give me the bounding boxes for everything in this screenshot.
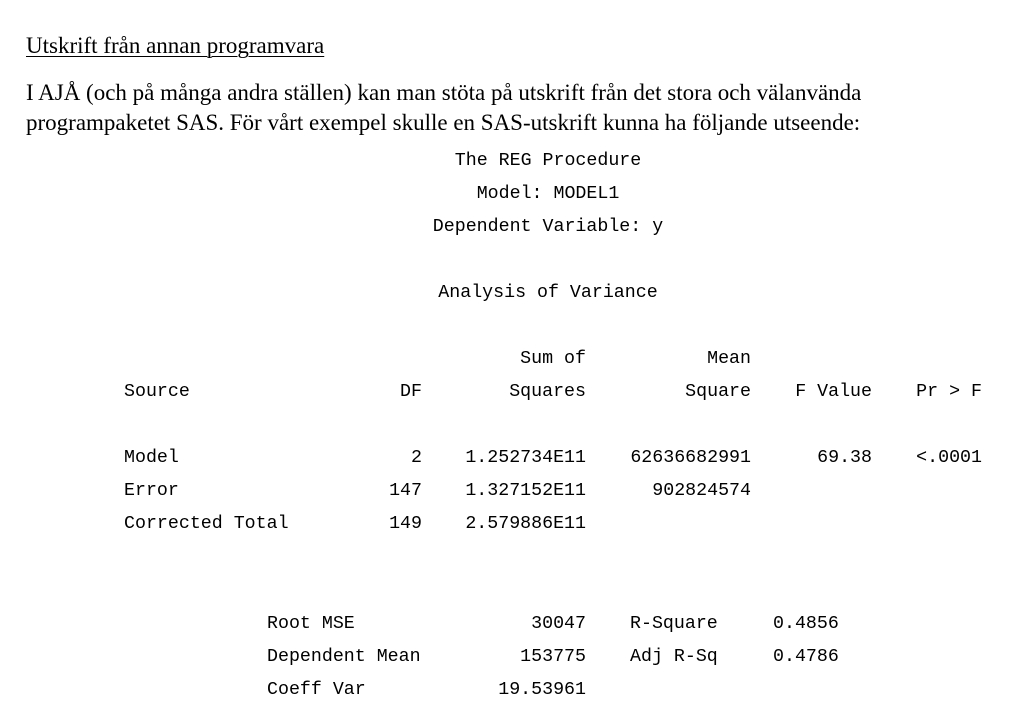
row-mean-square: 62636682991 xyxy=(630,448,751,468)
row-mean-square: 902824574 xyxy=(652,481,751,501)
coeff-var-label: Coeff Var xyxy=(267,680,366,700)
row-sum-of-squares: 1.252734E11 xyxy=(465,448,586,468)
row-df: 147 xyxy=(389,481,422,501)
intro-line-1: I AJÅ (och på många andra ställen) kan man stöta på utskrift från det stora och välanvända xyxy=(26,80,862,105)
coeff-var-value: 19.53961 xyxy=(498,680,586,700)
row-source: Corrected Total xyxy=(124,514,289,534)
adj-r-sq-value: 0.4786 xyxy=(773,647,839,667)
dependent-mean-label: Dependent Mean xyxy=(267,647,421,667)
header-square: Square xyxy=(685,382,751,402)
header-source: Source xyxy=(124,382,190,402)
intro-line-2: programpaketet SAS. För vårt exempel skulle en SAS-utskrift kunna ha följande utseende: xyxy=(26,110,861,135)
r-square-value: 0.4856 xyxy=(773,614,839,634)
root-mse-label: Root MSE xyxy=(267,614,355,634)
row-df: 149 xyxy=(389,514,422,534)
procedure-title: The REG Procedure xyxy=(454,151,642,171)
row-sum-of-squares: 1.327152E11 xyxy=(465,481,586,501)
r-square-label: R-Square xyxy=(630,614,718,634)
page-heading: Utskrift från annan programvara xyxy=(26,33,325,58)
header-squares: Squares xyxy=(509,382,586,402)
row-source: Model xyxy=(124,448,179,468)
row-p-value: <.0001 xyxy=(916,448,982,468)
header-df: DF xyxy=(400,382,422,402)
adj-r-sq-label: Adj R-Sq xyxy=(630,647,718,667)
header-f-value: F Value xyxy=(795,382,872,402)
row-sum-of-squares: 2.579886E11 xyxy=(465,514,586,534)
root-mse-value: 30047 xyxy=(531,614,586,634)
dependent-mean-value: 153775 xyxy=(520,647,586,667)
row-f-value: 69.38 xyxy=(817,448,872,468)
header-pr-f: Pr > F xyxy=(916,382,982,402)
model-label: Model: MODEL1 xyxy=(476,184,620,204)
dependent-variable-label: Dependent Variable: y xyxy=(432,217,664,237)
header-mean: Mean xyxy=(707,349,751,369)
row-source: Error xyxy=(124,481,179,501)
anova-title: Analysis of Variance xyxy=(438,283,658,303)
row-df: 2 xyxy=(411,448,422,468)
header-sum-of: Sum of xyxy=(520,349,586,369)
